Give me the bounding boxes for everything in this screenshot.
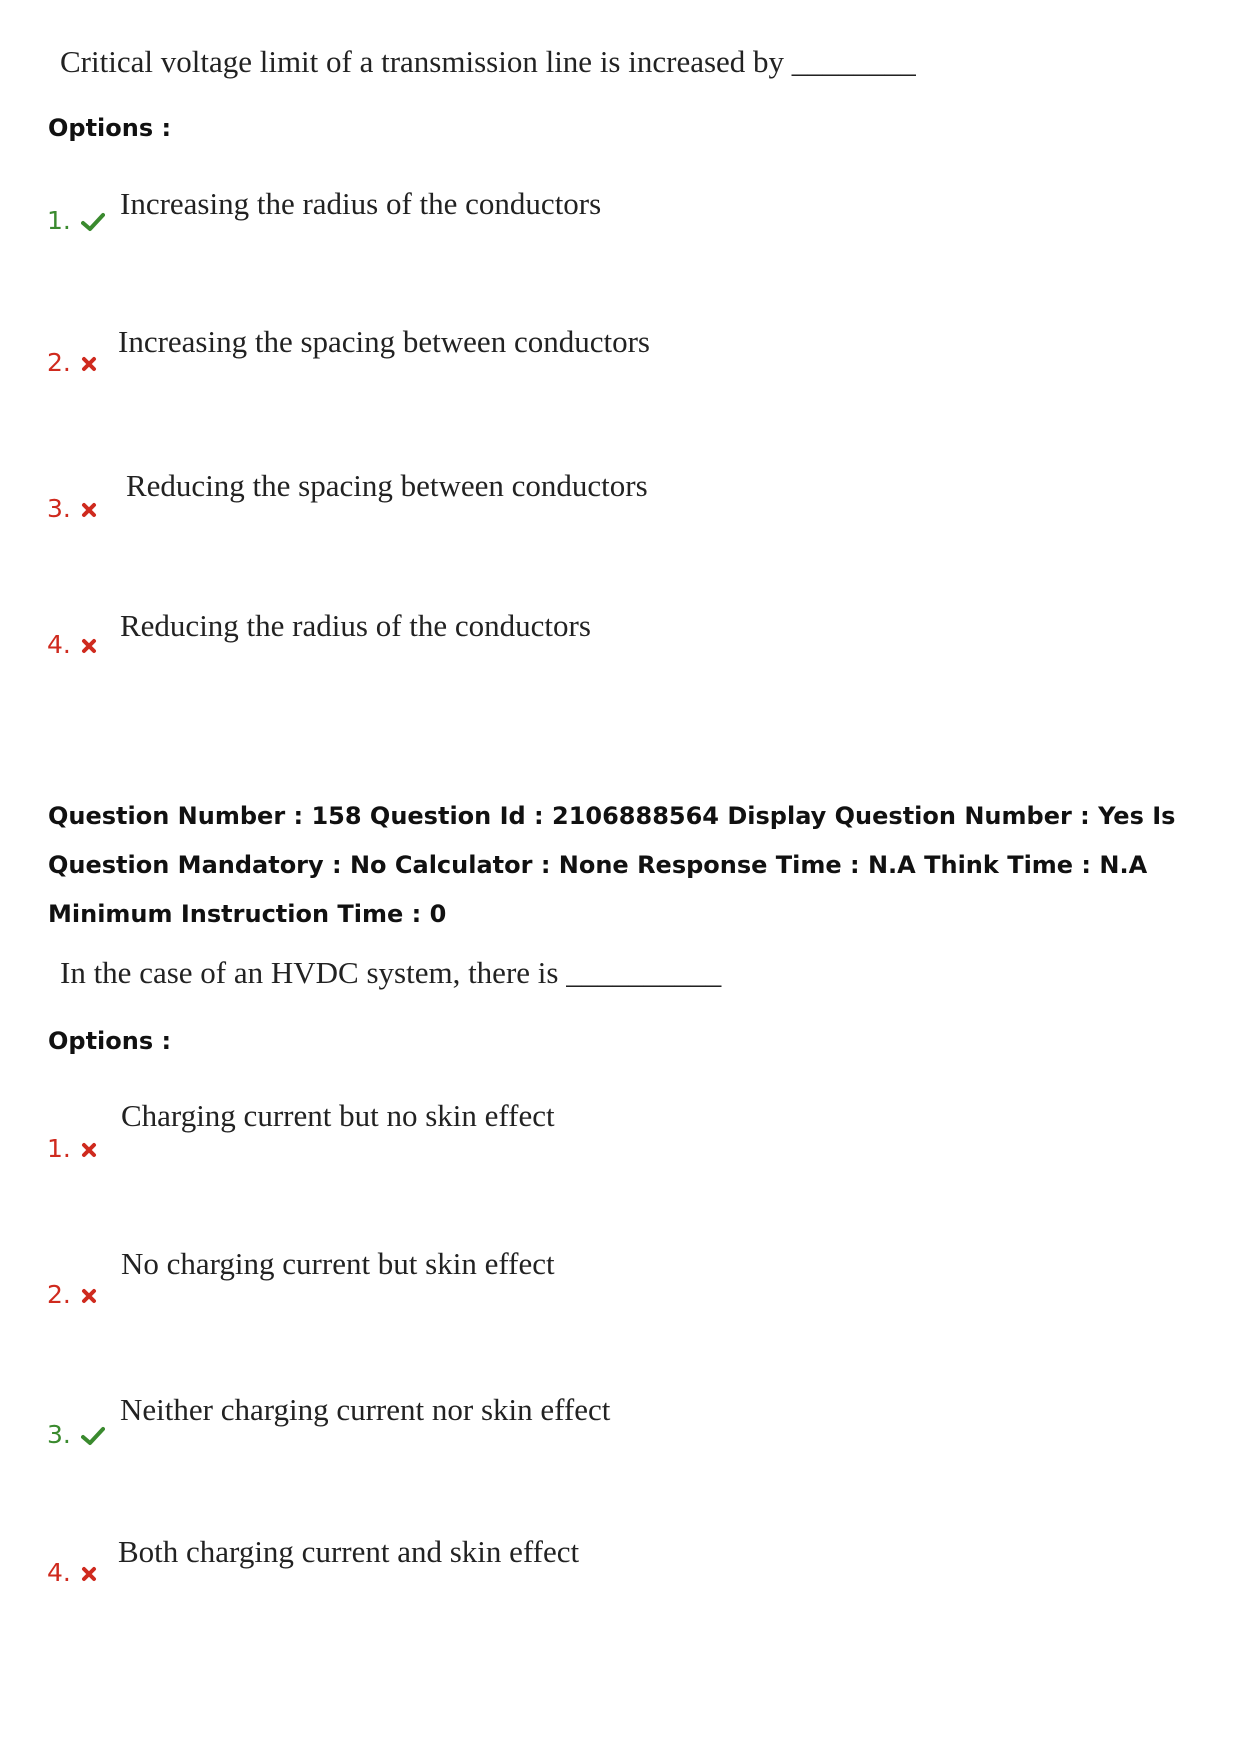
check-icon bbox=[81, 1426, 105, 1446]
question-text: In the case of an HVDC system, there is __________ bbox=[60, 955, 722, 990]
option-1-marker bbox=[47, 1134, 97, 1163]
option-2-marker bbox=[47, 348, 97, 377]
cross-icon bbox=[81, 1142, 97, 1158]
option-3-marker bbox=[47, 1420, 105, 1449]
cross-icon bbox=[81, 1566, 97, 1582]
option-text: Reducing the radius of the conductors bbox=[120, 608, 591, 643]
option-number: 4. bbox=[47, 630, 71, 659]
question-text: Critical voltage limit of a transmission line is increased by ________ bbox=[60, 44, 916, 79]
option-text: Charging current but no skin effect bbox=[121, 1098, 555, 1133]
option-number: 4. bbox=[47, 1558, 71, 1587]
option-4-marker bbox=[47, 630, 97, 659]
cross-icon bbox=[81, 502, 97, 518]
option-number: 3. bbox=[47, 1420, 71, 1449]
option-text: Neither charging current nor skin effect bbox=[120, 1392, 611, 1427]
option-text: Both charging current and skin effect bbox=[118, 1534, 580, 1569]
cross-icon bbox=[81, 1288, 97, 1304]
option-number: 1. bbox=[47, 1134, 71, 1163]
option-number: 2. bbox=[47, 348, 71, 377]
cross-icon bbox=[81, 638, 97, 654]
option-4-marker bbox=[47, 1558, 97, 1587]
options-label: Options : bbox=[48, 1027, 172, 1055]
option-3-marker bbox=[47, 494, 97, 523]
option-text: Increasing the spacing between conductors bbox=[118, 324, 650, 359]
option-number: 3. bbox=[47, 494, 71, 523]
option-text: No charging current but skin effect bbox=[121, 1246, 555, 1281]
option-text: Reducing the spacing between conductors bbox=[126, 468, 648, 503]
option-number: 2. bbox=[47, 1280, 71, 1309]
question-meta: Question Number : 158 Question Id : 2106888564 Display Question Number : Yes Is Question Mandatory : No Calculator : None Response Time : N.A Think Time : N.A Minimum Instruction Time : 0 bbox=[48, 802, 1176, 928]
option-1-marker bbox=[47, 206, 105, 235]
option-number: 1. bbox=[47, 206, 71, 235]
option-text: Increasing the radius of the conductors bbox=[120, 186, 602, 221]
option-2-marker bbox=[47, 1280, 97, 1309]
check-icon bbox=[81, 212, 105, 232]
cross-icon bbox=[81, 356, 97, 372]
options-label: Options : bbox=[48, 114, 172, 142]
